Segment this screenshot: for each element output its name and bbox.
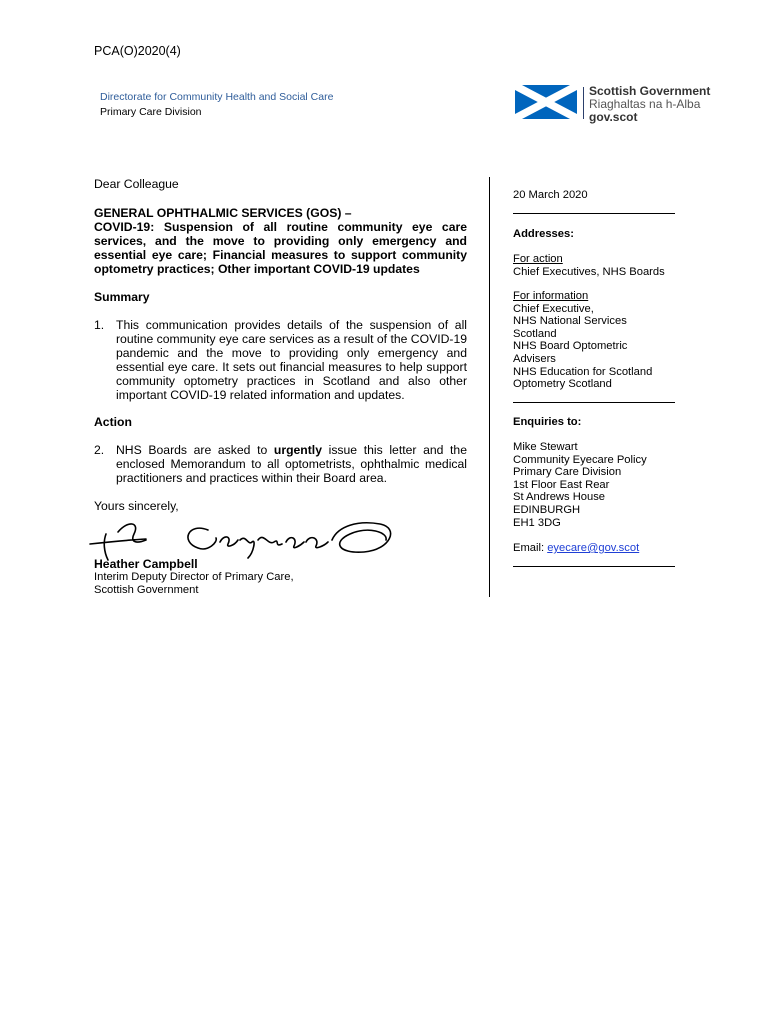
letter-date: 20 March 2020 [513,189,588,201]
letter-heading [94,206,467,276]
for-action-block [513,253,683,278]
signatory-role-line-1: Interim Deputy Director of Primary Care, [94,571,294,583]
logo-line-web: gov.scot [589,110,638,124]
action-title: Action [94,415,132,429]
document-reference: PCA(O)2020(4) [94,44,181,58]
for-action-label: For action [513,253,563,265]
paragraph-2-before: NHS Boards are asked to [116,443,274,457]
paragraph-2-text [116,443,467,485]
paragraph-1-text: This communication provides details of the suspension of all routine community eye care services as a result of the COVID-19 pandemic and the move to providing only emergency and essential eye care. It sets out financial measures to help support community optometry practices in Scotland and also other important COVID-19 related information and updates. [116,318,467,402]
paragraph-2-after: issue this letter and the enclosed Memorandum to all optometrists, ophthalmic medical practitioners and practices within their Board area. [116,443,467,485]
logo-text [589,85,710,124]
signatory-role [94,571,467,597]
enquiries-title: Enquiries to: [513,416,582,428]
sidebar-divider-2 [513,402,675,403]
scottish-government-logo [515,85,715,125]
for-action-value: Chief Executives, NHS Boards [513,265,665,278]
paragraph-1 [94,318,467,402]
paragraph-2 [94,443,467,485]
division-name: Primary Care Division [100,106,202,118]
heading-line-1: GENERAL OPHTHALMIC SERVICES (GOS) – [94,206,352,220]
contact-block [513,441,683,529]
contact-line: St Andrews House [513,491,606,504]
summary-title: Summary [94,290,150,304]
contact-line: 1st Floor East Rear [513,478,610,491]
contact-line: Primary Care Division [513,466,622,479]
paragraph-2-emphasis: urgently [273,443,322,457]
logo-line-english: Scottish Government [589,84,711,98]
contact-line: Community Eyecare Policy [513,453,647,466]
signatory-name: Heather Campbell [94,557,198,571]
saltire-flag-icon [515,85,577,119]
email-row [513,542,683,555]
contact-line: EH1 3DG [513,516,561,529]
addresses-title: Addresses: [513,228,574,240]
salutation: Dear Colleague [94,177,179,191]
for-information-line: NHS National Services [513,315,627,328]
sidebar-divider-3 [513,566,675,567]
signatory-role-line-2: Scottish Government [94,584,199,596]
sidebar-divider-1 [513,213,675,214]
for-information-line: NHS Board Optometric [513,340,628,353]
for-information-line: Chief Executive, [513,302,594,315]
directorate-name: Directorate for Community Health and Social Care [100,91,334,103]
paragraph-1-number: 1. [94,318,105,332]
email-link[interactable]: eyecare@gov.scot [547,542,640,554]
email-label: Email: [513,542,545,554]
handwritten-signature [88,512,398,562]
paragraph-2-number: 2. [94,443,105,457]
for-information-line: Scotland [513,327,557,340]
for-information-block [513,290,683,391]
closing: Yours sincerely, [94,499,179,513]
logo-line-gaelic: Riaghaltas na h-Alba [589,97,701,111]
column-divider [489,177,490,597]
logo-separator [583,87,584,119]
contact-line: EDINBURGH [513,503,581,516]
for-information-line: Advisers [513,352,556,365]
contact-line: Mike Stewart [513,441,578,453]
for-information-line: Optometry Scotland [513,378,612,391]
for-information-line: NHS Education for Scotland [513,365,653,378]
for-information-label: For information [513,290,589,302]
heading-line-2: COVID-19: Suspension of all routine community eye care services, and the move to providing only emergency and essential eye care; Financial measures to support community optometry practices; Other important COVID-19 updates [94,220,467,276]
